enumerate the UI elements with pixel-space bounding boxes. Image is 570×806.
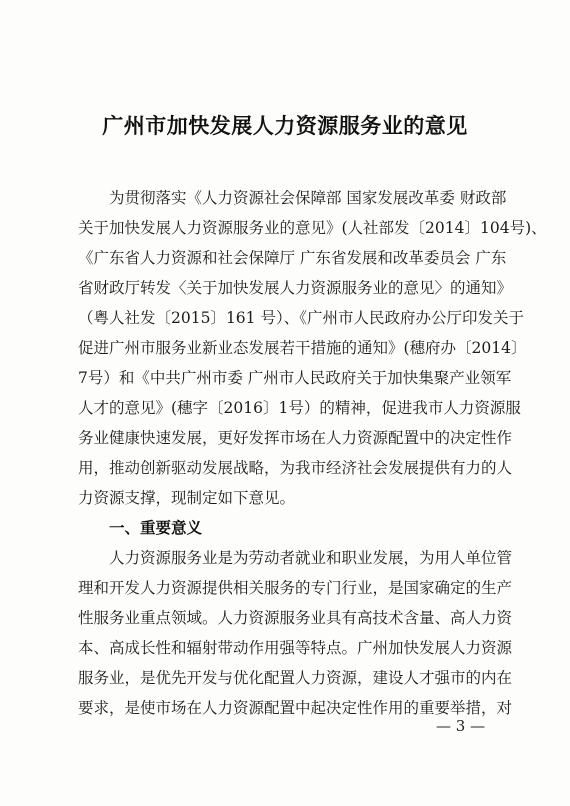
- paragraph-line: （粤人社发〔2015〕161 号）、《广州市人民政府办公厅印发关于: [78, 309, 524, 327]
- paragraph-line: 性服务业重点领域。人力资源服务业具有高技术含量、高人力资: [78, 609, 513, 627]
- paragraph-line: 为贯彻落实《人力资源社会保障部 国家发展改革委 财政部: [109, 189, 507, 207]
- paragraph-line: 要求，是使市场在人力资源配置中起决定性作用的重要举措，对: [78, 699, 513, 717]
- paragraph-line: 关于加快发展人力资源服务业的意见》(人社部发〔2014〕104号)、: [78, 219, 547, 237]
- paragraph-line: 务业健康快速发展，更好发挥市场在人力资源配置中的决定性作: [78, 429, 513, 447]
- document-title: 广州市加快发展人力资源服务业的意见: [102, 113, 468, 138]
- document-body: [78, 183, 547, 723]
- page-number: — 3 —: [436, 717, 486, 735]
- paragraph-line: 促进广州市服务业新业态发展若干措施的通知》(穗府办〔2014〕: [78, 339, 527, 357]
- paragraph-line: 省财政厅转发〈关于加快发展人力资源服务业的意见〉的通知》: [78, 279, 513, 297]
- paragraph-line: 《广东省人力资源和社会保障厅 广东省发展和改革委员会 广东: [78, 249, 507, 267]
- paragraph-line: 力资源支撑，现制定如下意见。: [78, 489, 296, 507]
- paragraph-line: 理和开发人力资源提供相关服务的专门行业，是国家确定的生产: [78, 579, 513, 597]
- paragraph-line: 7号）和《中共广州市委 广州市人民政府关于加快集聚产业领军: [78, 369, 512, 387]
- section-heading: 一、重要意义: [109, 519, 203, 537]
- paragraph-line: 服务业，是优先开发与优化配置人力资源，建设人才强市的内在: [78, 669, 513, 687]
- paragraph-line: 用，推动创新驱动发展战略，为我市经济社会发展提供有力的人: [78, 459, 513, 477]
- paragraph-line: 人力资源服务业是为劳动者就业和职业发展，为用人单位管: [109, 549, 513, 567]
- paragraph-line: 人才的意见》(穗字〔2016〕1号）的精神，促进我市人力资源服: [78, 399, 521, 417]
- paragraph-line: 本、高成长性和辐射带动作用强等特点。广州加快发展人力资源: [78, 639, 513, 657]
